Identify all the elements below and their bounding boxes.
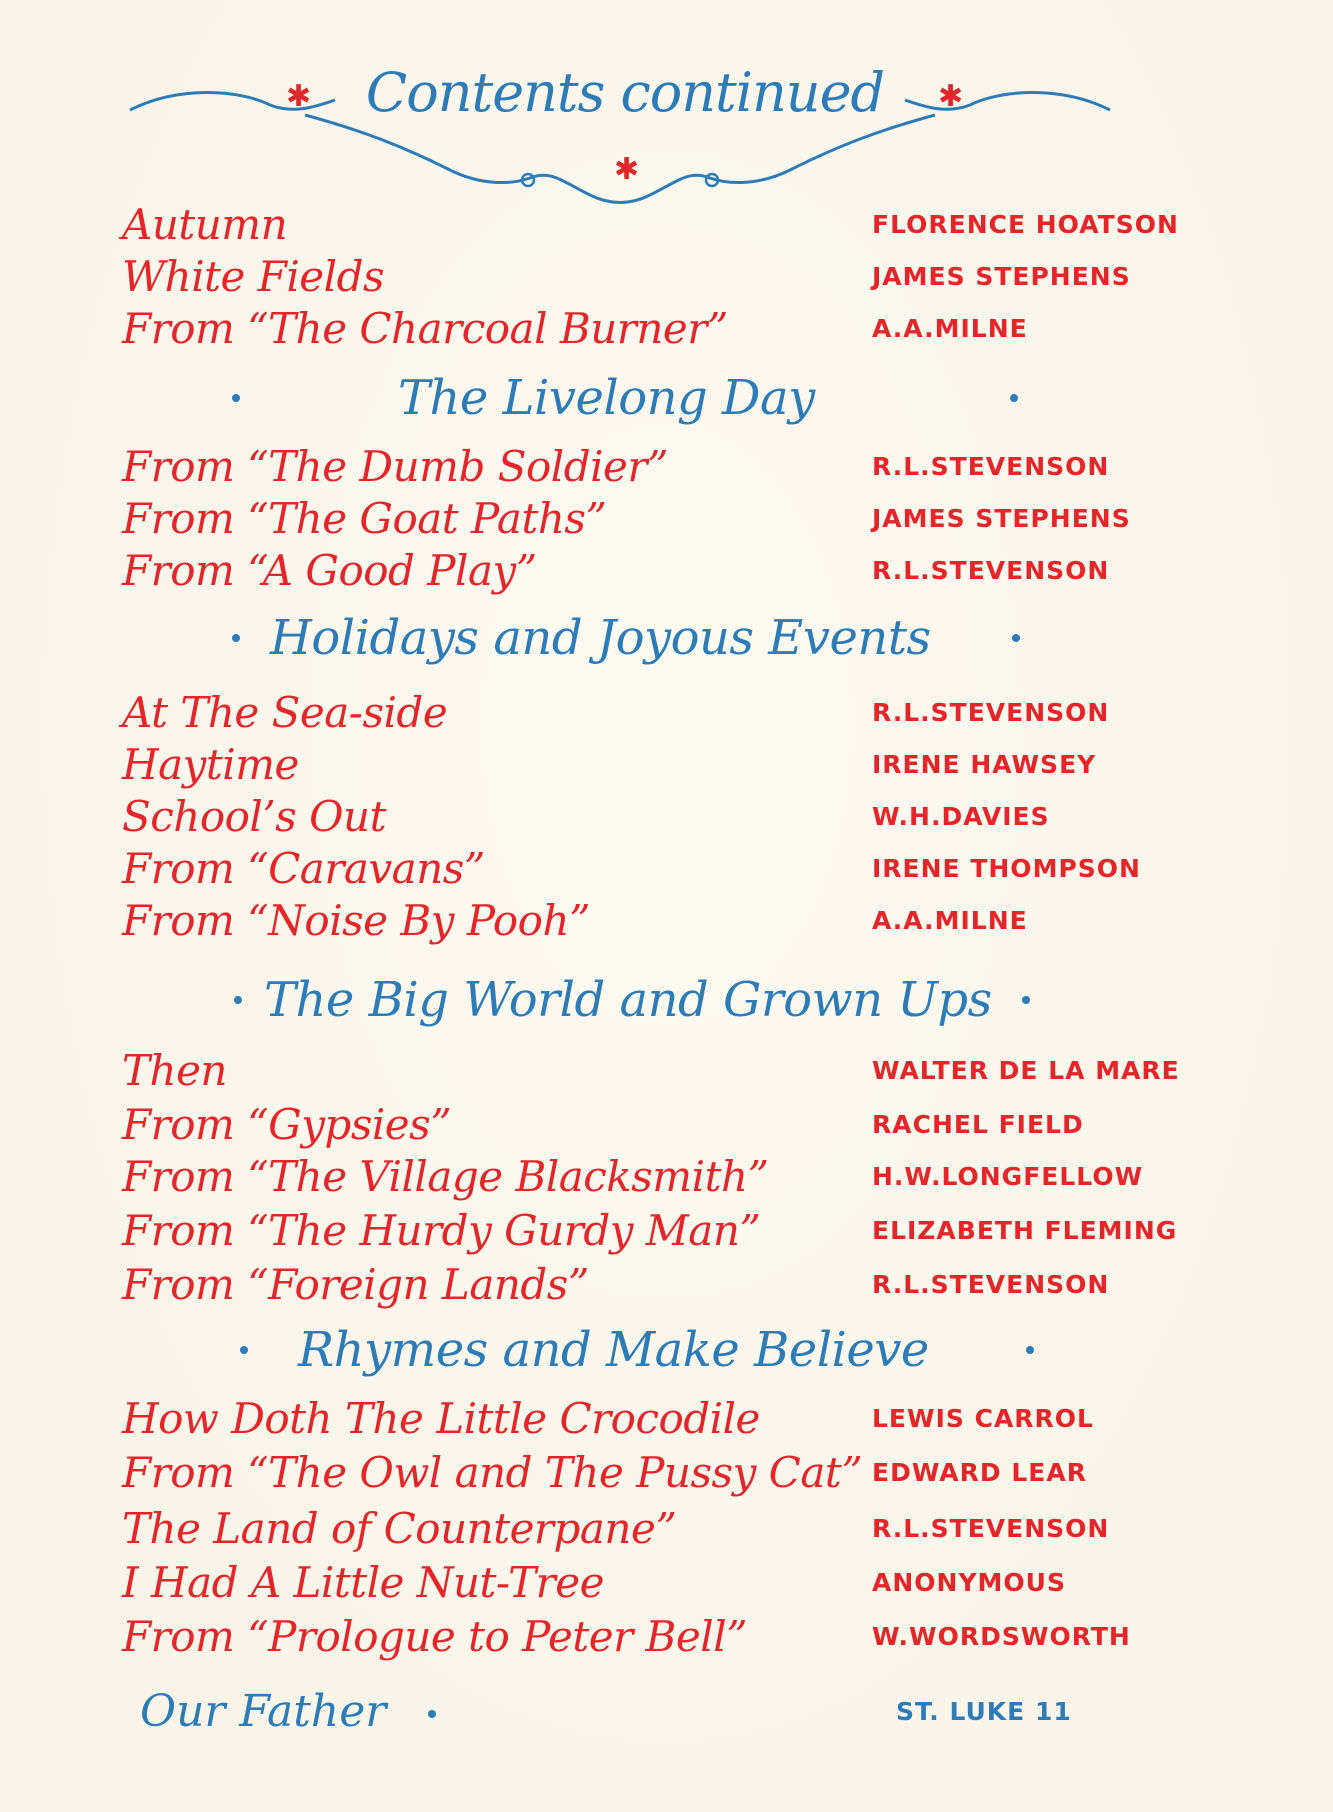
- list-item: [0, 1098, 1333, 1152]
- star-ornament-right: ✱: [938, 79, 964, 114]
- final-entry: [0, 1682, 1333, 1742]
- list-item: [0, 492, 1333, 546]
- entry-title: From “Noise By Pooh”: [122, 896, 590, 945]
- entry-author: RACHEL FIELD: [872, 1110, 1084, 1139]
- bullet-dot-icon: [240, 1346, 248, 1354]
- bullet-dot-icon: [1012, 634, 1020, 642]
- list-item: [0, 1258, 1333, 1312]
- entry-author: W.H.DAVIES: [872, 802, 1050, 831]
- list-item: [0, 1044, 1333, 1098]
- entry-title: White Fields: [122, 252, 385, 301]
- list-item: [0, 790, 1333, 844]
- entry-title: From “The Charcoal Burner”: [122, 304, 728, 353]
- entry-title: Autumn: [122, 200, 288, 249]
- entry-author: JAMES STEPHENS: [872, 504, 1131, 533]
- bullet-dot-icon: [1026, 1346, 1034, 1354]
- entry-author: ELIZABETH FLEMING: [872, 1216, 1178, 1245]
- entry-author: ANONYMOUS: [872, 1568, 1066, 1597]
- bullet-dot-icon: [1022, 996, 1030, 1004]
- list-item: [0, 440, 1333, 494]
- list-item: [0, 1556, 1333, 1610]
- section-title: Holidays and Joyous Events: [270, 610, 931, 666]
- entry-title: From “The Dumb Soldier”: [122, 442, 668, 491]
- entry-title: From “Prologue to Peter Bell”: [122, 1612, 748, 1661]
- section-title: The Livelong Day: [398, 370, 815, 426]
- entry-title: The Land of Counterpane”: [122, 1504, 677, 1553]
- entry-author: IRENE THOMPSON: [872, 854, 1141, 883]
- list-item: [0, 842, 1333, 896]
- list-item: [0, 894, 1333, 948]
- entry-title: At The Sea-side: [122, 688, 448, 737]
- section-title: The Big World and Grown Ups: [264, 972, 992, 1028]
- entry-author: LEWIS CARROL: [872, 1404, 1094, 1433]
- entry-title: From “Foreign Lands”: [122, 1260, 589, 1309]
- entry-author: WALTER DE LA MARE: [872, 1056, 1180, 1085]
- bullet-dot-icon: [232, 634, 240, 642]
- list-item: [0, 544, 1333, 598]
- entry-author: EDWARD LEAR: [872, 1458, 1087, 1487]
- list-item: [0, 302, 1333, 356]
- star-ornament-center: ✱: [614, 152, 640, 187]
- entry-author: A.A.MILNE: [872, 314, 1028, 343]
- list-item: [0, 686, 1333, 740]
- bullet-dot-icon: [234, 996, 242, 1004]
- list-item: [0, 1392, 1333, 1446]
- entry-title: School’s Out: [122, 792, 386, 841]
- entry-title: From “The Owl and The Pussy Cat”: [122, 1448, 863, 1497]
- star-ornament-left: ✱: [286, 79, 312, 114]
- entry-title: From “Caravans”: [122, 844, 485, 893]
- list-item: [0, 1204, 1333, 1258]
- entry-author: R.L.STEVENSON: [872, 698, 1110, 727]
- entry-author: R.L.STEVENSON: [872, 452, 1110, 481]
- header: [0, 0, 1333, 230]
- section-heading: [0, 366, 1333, 430]
- entry-author: IRENE HAWSEY: [872, 750, 1097, 779]
- section-heading: [0, 1318, 1333, 1382]
- section-heading: [0, 968, 1333, 1032]
- final-entry-author: ST. LUKE 11: [896, 1697, 1072, 1726]
- entry-title: Then: [122, 1046, 227, 1095]
- entry-title: From “Gypsies”: [122, 1100, 452, 1149]
- entry-author: R.L.STEVENSON: [872, 1270, 1110, 1299]
- page-title: Contents continued: [365, 61, 885, 124]
- entry-title: From “The Hurdy Gurdy Man”: [122, 1206, 761, 1255]
- entry-title: From “The Goat Paths”: [122, 494, 607, 543]
- entry-author: A.A.MILNE: [872, 906, 1028, 935]
- entry-title: I Had A Little Nut-Tree: [122, 1558, 604, 1607]
- bullet-dot-icon: [1010, 394, 1018, 402]
- list-item: [0, 250, 1333, 304]
- list-item: [0, 198, 1333, 252]
- entry-author: W.WORDSWORTH: [872, 1622, 1131, 1651]
- entry-author: H.W.LONGFELLOW: [872, 1162, 1144, 1191]
- list-item: [0, 1502, 1333, 1556]
- entry-title: Haytime: [122, 740, 299, 789]
- section-heading: [0, 606, 1333, 670]
- final-entry-title: Our Father: [140, 1686, 387, 1737]
- bullet-dot-icon: [428, 1710, 436, 1718]
- list-item: [0, 1610, 1333, 1664]
- entry-author: R.L.STEVENSON: [872, 1514, 1110, 1543]
- entry-author: JAMES STEPHENS: [872, 262, 1131, 291]
- list-item: [0, 1150, 1333, 1204]
- list-item: [0, 1446, 1333, 1500]
- bullet-dot-icon: [232, 394, 240, 402]
- entry-author: R.L.STEVENSON: [872, 556, 1110, 585]
- entry-title: How Doth The Little Crocodile: [122, 1394, 760, 1443]
- section-title: Rhymes and Make Believe: [298, 1322, 929, 1378]
- entry-title: From “The Village Blacksmith”: [122, 1152, 769, 1201]
- list-item: [0, 738, 1333, 792]
- entry-author: FLORENCE HOATSON: [872, 210, 1179, 239]
- entry-title: From “A Good Play”: [122, 546, 537, 595]
